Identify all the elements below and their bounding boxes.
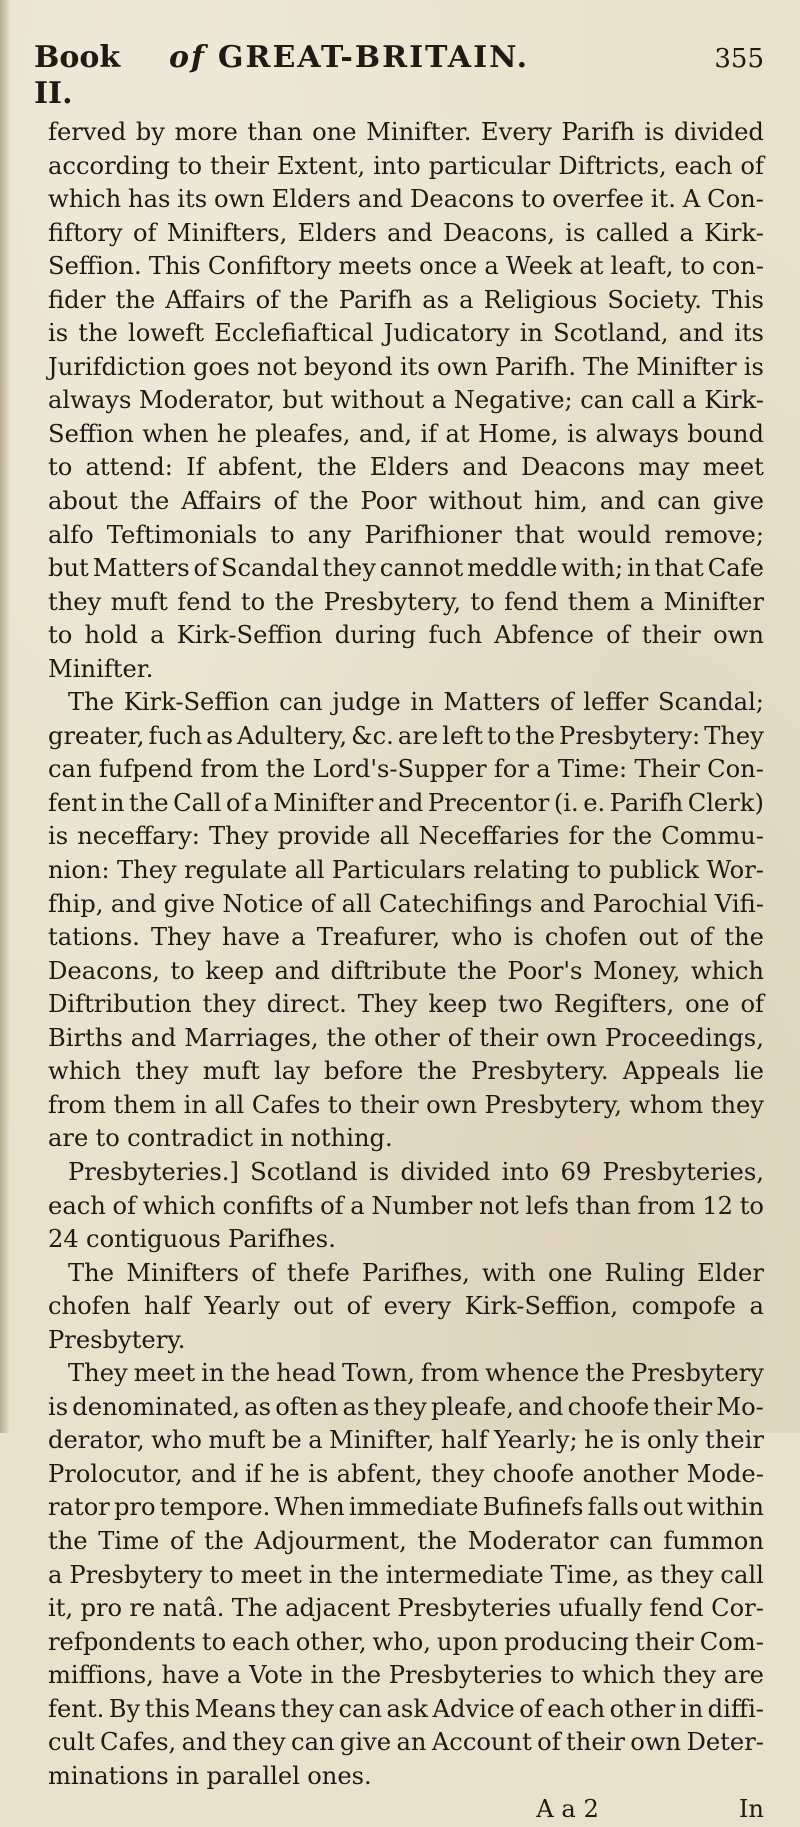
text-line: but Matters of Scandal they cannot meddle with; in that Cafe [48,554,764,583]
text-line: fent. By this Means they can ask Advice of each other in diffi- [48,1694,764,1723]
text-line: is denominated, as often as they pleafe, and choofe their Mo- [48,1392,764,1421]
text-line: which they muft lay before the Presbytery. Appeals lie [48,1057,764,1086]
text-line: about the Affairs of the Poor without him, and can give [48,487,764,516]
text-line: 24 contiguous Parifhes. [48,1225,336,1254]
text-line: derator, who muft be a Minifter, half Yearly; he is only their [48,1426,764,1455]
text-line: fiftory of Minifters, Elders and Deacons, is called a Kirk- [48,218,764,247]
text-line: Minifter. [48,654,154,683]
running-header [28,40,764,112]
page-gutter-shadow [0,0,10,1433]
text-line: is the loweft Ecclefiaftical Judicatory in Scotland, and its [48,319,764,348]
text-line: fhip, and give Notice of all Catechifings and Parochial Vifi- [48,889,764,918]
text-line: nion: They regulate all Particulars relating to publick Wor- [48,856,764,885]
text-line: rator pro tempore. When immediate Bufinefs falls out within [48,1493,764,1522]
text-line: according to their Extent, into particular Diftricts, each of [48,151,764,180]
text-line: is neceffary: They provide all Neceffaries for the Commu- [48,822,764,851]
text-line: They meet in the head Town, from whence the Presbytery [68,1359,764,1388]
text-line: each of which confifts of a Number not lefs than from 12 to [48,1191,764,1220]
text-line: alfo Teftimonials to any Parifhioner that would remove; [48,520,764,549]
text-line: are to contradict in nothing. [48,1124,393,1153]
running-title-of: of [169,40,206,75]
page-footer [28,1793,764,1827]
catchword: In [738,1795,764,1824]
text-line: Births and Marriages, the other of their own Proceedings, [48,1023,764,1052]
text-line: minations in parallel ones. [48,1761,372,1790]
text-line: tations. They have a Treafurer, who is chofen out of the [48,923,764,952]
text-line: Presbyteries.] Scotland is divided into 69 Presbyteries, [68,1157,764,1186]
running-title-name: GREAT-BRITAIN. [217,40,530,75]
text-line: Deacons, to keep and diftribute the Poor's Money, which [48,956,764,985]
text-line: chofen half Yearly out of every Kirk-Seffion, compofe a [48,1292,764,1321]
text-line: miffions, have a Vote in the Presbyteries to which they are [48,1661,764,1690]
text-line: which has its own Elders and Deacons to overfee it. A Con- [48,185,764,214]
text-line: a Presbytery to meet in the intermediate Time, as they call [48,1560,764,1589]
text-line: fent in the Call of a Minifter and Precentor (i. e. Parifh Clerk) [48,788,764,817]
text-line: cult Cafes, and they can give an Account of their own Deter- [48,1728,764,1757]
text-line: Presbytery. [48,1325,186,1354]
text-line: Seffion when he pleafes, and, if at Home, is always bound [48,419,764,448]
text-line: Prolocutor, and if he is abfent, they choofe another Mode- [48,1459,764,1488]
text-line: to attend: If abfent, the Elders and Deacons may meet [48,453,764,482]
text-line: Jurifdiction goes not beyond its own Parifh. The Minifter is [48,352,764,381]
text-line: refpondents to each other, who, upon producing their Com- [48,1627,764,1656]
text-line: it, pro re natâ. The adjacent Presbyteries ufually fend Cor- [48,1594,764,1623]
book-label: Book II. [34,40,121,111]
text-line: can fufpend from the Lord's-Supper for a Time: Their Con- [48,755,764,784]
text-line: the Time of the Adjourment, the Moderator can fummon [48,1526,764,1555]
text-line: from them in all Cafes to their own Presbytery, whom they [48,1090,764,1119]
text-line: The Minifters of thefe Parifhes, with one Ruling Elder [68,1258,764,1287]
body-text [28,116,764,1793]
text-line: Seffion. This Confiftory meets once a Week at leaft, to con- [48,252,764,281]
text-line: fider the Affairs of the Parifh as a Religious Society. This [48,285,764,314]
running-title [169,40,694,76]
text-line: ferved by more than one Minifter. Every Parifh is divided [48,118,764,146]
text-line: they muft fend to the Presbytery, to fend them a Minifter [48,587,764,616]
text-line: greater, fuch as Adultery, &c. are left to the Presbytery: They [48,721,764,750]
text-line: always Moderator, but without a Negative; can call a Kirk- [48,386,764,415]
text-line: The Kirk-Seffion can judge in Matters of leffer Scandal; [68,688,764,717]
text-line: to hold a Kirk-Seffion during fuch Abfence of their own [48,621,764,650]
signature-mark: A a 2 [536,1795,599,1824]
page-number: 355 [714,44,764,74]
text-line: Diftribution they direct. They keep two Regifters, one of [48,990,764,1019]
